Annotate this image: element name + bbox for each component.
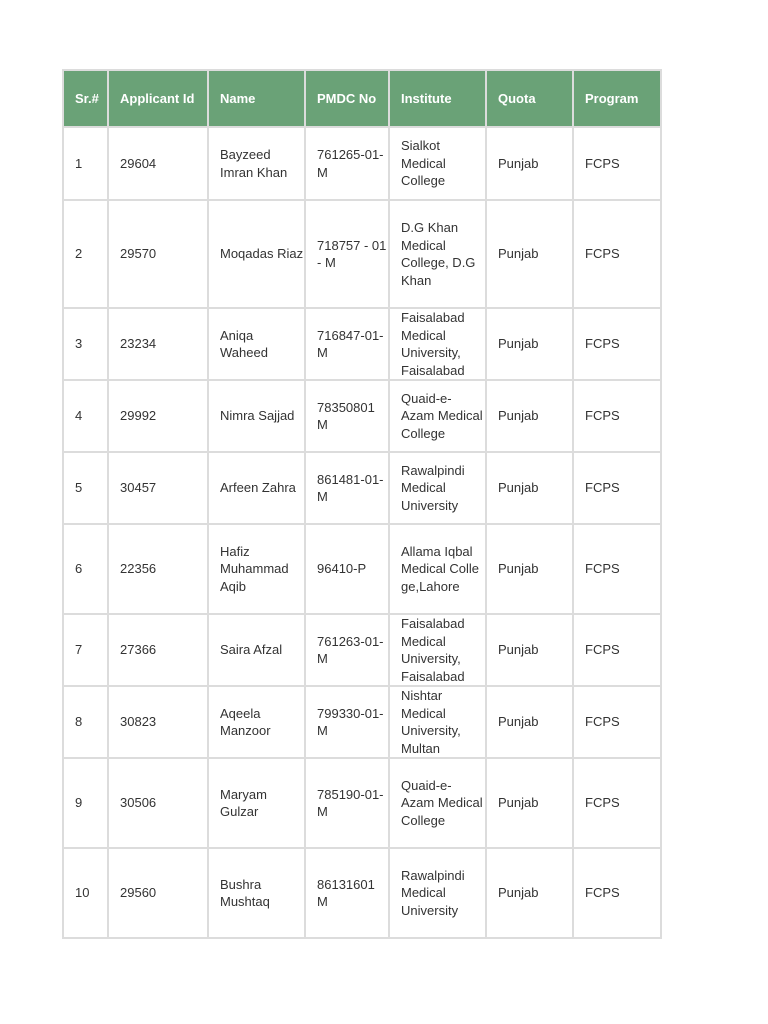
cell-institute: Faisalabad Medical University, Faisalabad [390, 309, 485, 379]
cell-applicant-id: 30457 [109, 453, 207, 523]
cell-program: FCPS [574, 849, 660, 937]
cell-institute: Rawalpindi Medical University [390, 453, 485, 523]
cell-name: Hafiz Muhammad Aqib [209, 525, 304, 613]
cell-program: FCPS [574, 687, 660, 757]
cell-name: Bushra Mushtaq [209, 849, 304, 937]
merit-list-table [62, 69, 662, 939]
cell-program: FCPS [574, 615, 660, 685]
cell-quota: Punjab [487, 201, 572, 307]
cell-pmdc-no: 86131601 M [306, 849, 388, 937]
cell-pmdc-no: 78350801 M [306, 381, 388, 451]
cell-applicant-id: 30823 [109, 687, 207, 757]
cell-quota: Punjab [487, 615, 572, 685]
cell-pmdc-no: 716847-01-M [306, 309, 388, 379]
cell-sr: 3 [64, 309, 107, 379]
cell-program: FCPS [574, 128, 660, 199]
cell-quota: Punjab [487, 128, 572, 199]
table-row [64, 687, 660, 757]
table-body [64, 128, 660, 937]
cell-institute: Quaid-e-Azam Medical College [390, 759, 485, 847]
cell-applicant-id: 27366 [109, 615, 207, 685]
cell-name: Aniqa Waheed [209, 309, 304, 379]
cell-institute: Quaid-e-Azam Medical College [390, 381, 485, 451]
cell-sr: 5 [64, 453, 107, 523]
table-row [64, 453, 660, 523]
cell-applicant-id: 29992 [109, 381, 207, 451]
header-pmdc-no: PMDC No [306, 71, 388, 126]
cell-program: FCPS [574, 201, 660, 307]
cell-program: FCPS [574, 525, 660, 613]
table-row [64, 759, 660, 847]
header-program: Program [574, 71, 660, 126]
cell-institute: Nishtar Medical University, Multan [390, 687, 485, 757]
cell-pmdc-no: 761263-01-M [306, 615, 388, 685]
cell-institute: Sialkot Medical College [390, 128, 485, 199]
cell-applicant-id: 22356 [109, 525, 207, 613]
header-quota: Quota [487, 71, 572, 126]
cell-name: Bayzeed Imran Khan [209, 128, 304, 199]
cell-quota: Punjab [487, 759, 572, 847]
cell-applicant-id: 29560 [109, 849, 207, 937]
cell-sr: 1 [64, 128, 107, 199]
cell-institute: Faisalabad Medical University, Faisalabad [390, 615, 485, 685]
cell-program: FCPS [574, 381, 660, 451]
cell-sr: 10 [64, 849, 107, 937]
cell-name: Maryam Gulzar [209, 759, 304, 847]
cell-applicant-id: 29570 [109, 201, 207, 307]
table-header [64, 71, 660, 126]
cell-program: FCPS [574, 759, 660, 847]
cell-pmdc-no: 785190-01-M [306, 759, 388, 847]
table-row [64, 201, 660, 307]
cell-sr: 7 [64, 615, 107, 685]
cell-sr: 4 [64, 381, 107, 451]
table-row [64, 309, 660, 379]
cell-sr: 8 [64, 687, 107, 757]
cell-pmdc-no: 718757 - 01 - M [306, 201, 388, 307]
table-row [64, 615, 660, 685]
cell-quota: Punjab [487, 309, 572, 379]
cell-institute: Allama Iqbal Medical College,Lahore [390, 525, 485, 613]
header-applicant-id: Applicant Id [109, 71, 207, 126]
cell-pmdc-no: 761265-01-M [306, 128, 388, 199]
cell-program: FCPS [574, 309, 660, 379]
cell-pmdc-no: 96410-P [306, 525, 388, 613]
cell-pmdc-no: 861481-01-M [306, 453, 388, 523]
cell-quota: Punjab [487, 525, 572, 613]
cell-institute: Rawalpindi Medical University [390, 849, 485, 937]
cell-sr: 9 [64, 759, 107, 847]
header-sr: Sr.# [64, 71, 107, 126]
cell-sr: 2 [64, 201, 107, 307]
cell-name: Aqeela Manzoor [209, 687, 304, 757]
cell-quota: Punjab [487, 849, 572, 937]
cell-name: Saira Afzal [209, 615, 304, 685]
cell-quota: Punjab [487, 687, 572, 757]
cell-institute: D.G Khan Medical College, D.G Khan [390, 201, 485, 307]
cell-applicant-id: 30506 [109, 759, 207, 847]
cell-applicant-id: 29604 [109, 128, 207, 199]
cell-sr: 6 [64, 525, 107, 613]
cell-quota: Punjab [487, 453, 572, 523]
header-name: Name [209, 71, 304, 126]
table-row [64, 849, 660, 937]
header-row [64, 71, 660, 126]
table-row [64, 128, 660, 199]
cell-program: FCPS [574, 453, 660, 523]
cell-pmdc-no: 799330-01-M [306, 687, 388, 757]
table-row [64, 381, 660, 451]
cell-quota: Punjab [487, 381, 572, 451]
cell-name: Moqadas Riaz [209, 201, 304, 307]
cell-name: Nimra Sajjad [209, 381, 304, 451]
header-institute: Institute [390, 71, 485, 126]
cell-name: Arfeen Zahra [209, 453, 304, 523]
cell-applicant-id: 23234 [109, 309, 207, 379]
table-row [64, 525, 660, 613]
